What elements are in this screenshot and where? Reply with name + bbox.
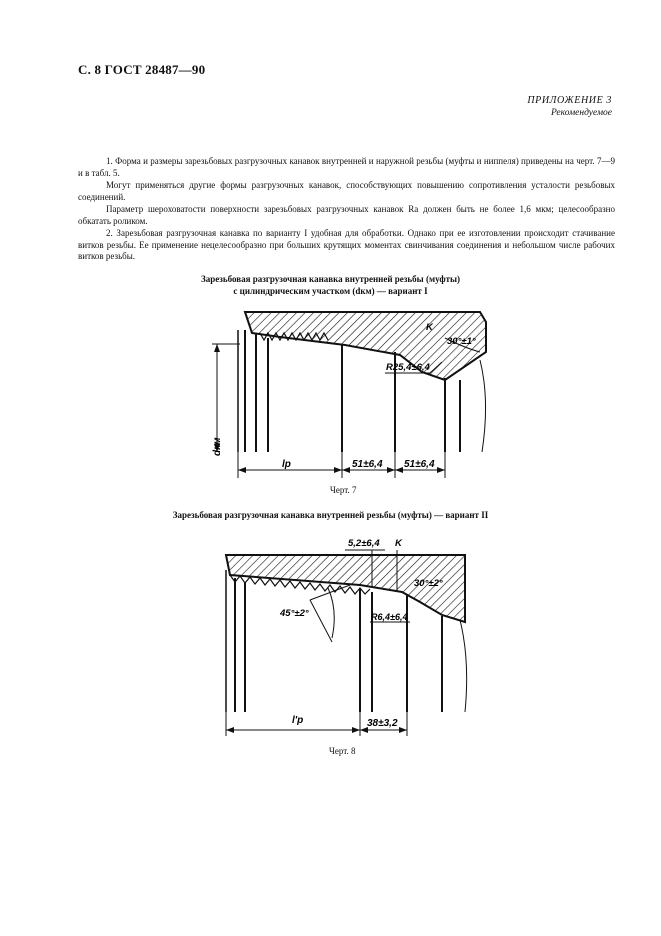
figure7-label-k: K [426, 322, 433, 333]
figure7-caption: Черт. 7 [330, 485, 357, 495]
figure8-label-lp: l'p [292, 715, 304, 726]
figure7-label-radius: R25,4±6,4 [386, 362, 430, 373]
paragraph-2: Могут применяться другие формы разгрузочных канавок, способствующих повышению сопротивления усталости резьбовых соединений. [78, 180, 615, 202]
figure8-drawing [210, 530, 485, 742]
figure7-label-dkm: dкм [212, 437, 223, 456]
figure8-label-angle30: 30°±2° [414, 578, 443, 589]
figure7-label-dim1: 51±6,4 [352, 459, 383, 470]
appendix-subtitle: Рекомендуемое [550, 108, 612, 118]
figure7-drawing [190, 300, 500, 485]
figure7-title-line2: с цилиндрическим участком (dкм) — вариант I [233, 286, 428, 296]
appendix-title: ПРИЛОЖЕНИЕ 3 [527, 95, 612, 106]
figure8-label-dim: 38±3,2 [367, 718, 398, 729]
page-header: С. 8 ГОСТ 28487—90 [78, 62, 206, 77]
paragraph-3: Параметр шероховатости поверхности зарезьбовых разгрузочных канавок Ra должен быть не более 1,6 мкм; целесообразно обкатать роликом. [78, 204, 615, 226]
figure7-title-line1: Зарезьбовая разгрузочная канавка внутренней резьбы (муфты) [200, 274, 461, 284]
figure7-label-lp: lp [282, 459, 291, 470]
figure8-label-k: K [395, 538, 402, 549]
figure8-caption: Черт. 8 [329, 746, 356, 756]
figure7-label-dim2: 51±6,4 [404, 459, 435, 470]
figure8-label-radius: R6,4±6,4 [371, 612, 408, 622]
figure8-label-angle45: 45°±2° [280, 608, 309, 619]
paragraph-1: 1. Форма и размеры зарезьбовых разгрузочных канавок внутренней и наружной резьбы (муфты и ниппеля) приведены на черт. 7—9 и в табл. 5. [78, 156, 615, 178]
figure8-label-top-dim: 5,2±6,4 [348, 538, 380, 549]
figure8-title: Зарезьбовая разгрузочная канавка внутренней резьбы (муфты) — вариант II [172, 510, 489, 520]
paragraph-4: 2. Зарезьбовая разгрузочная канавка по варианту I удобная для обработки. Однако при ее изготовлении происходит стачивание витков резьбы. Ее применение нецелесообразно при больших крутящих моментах свинчивания соединения и небольшом числе рабочих витков резьбы. [78, 228, 615, 262]
figure7-label-angle: 30°±1° [447, 336, 476, 347]
